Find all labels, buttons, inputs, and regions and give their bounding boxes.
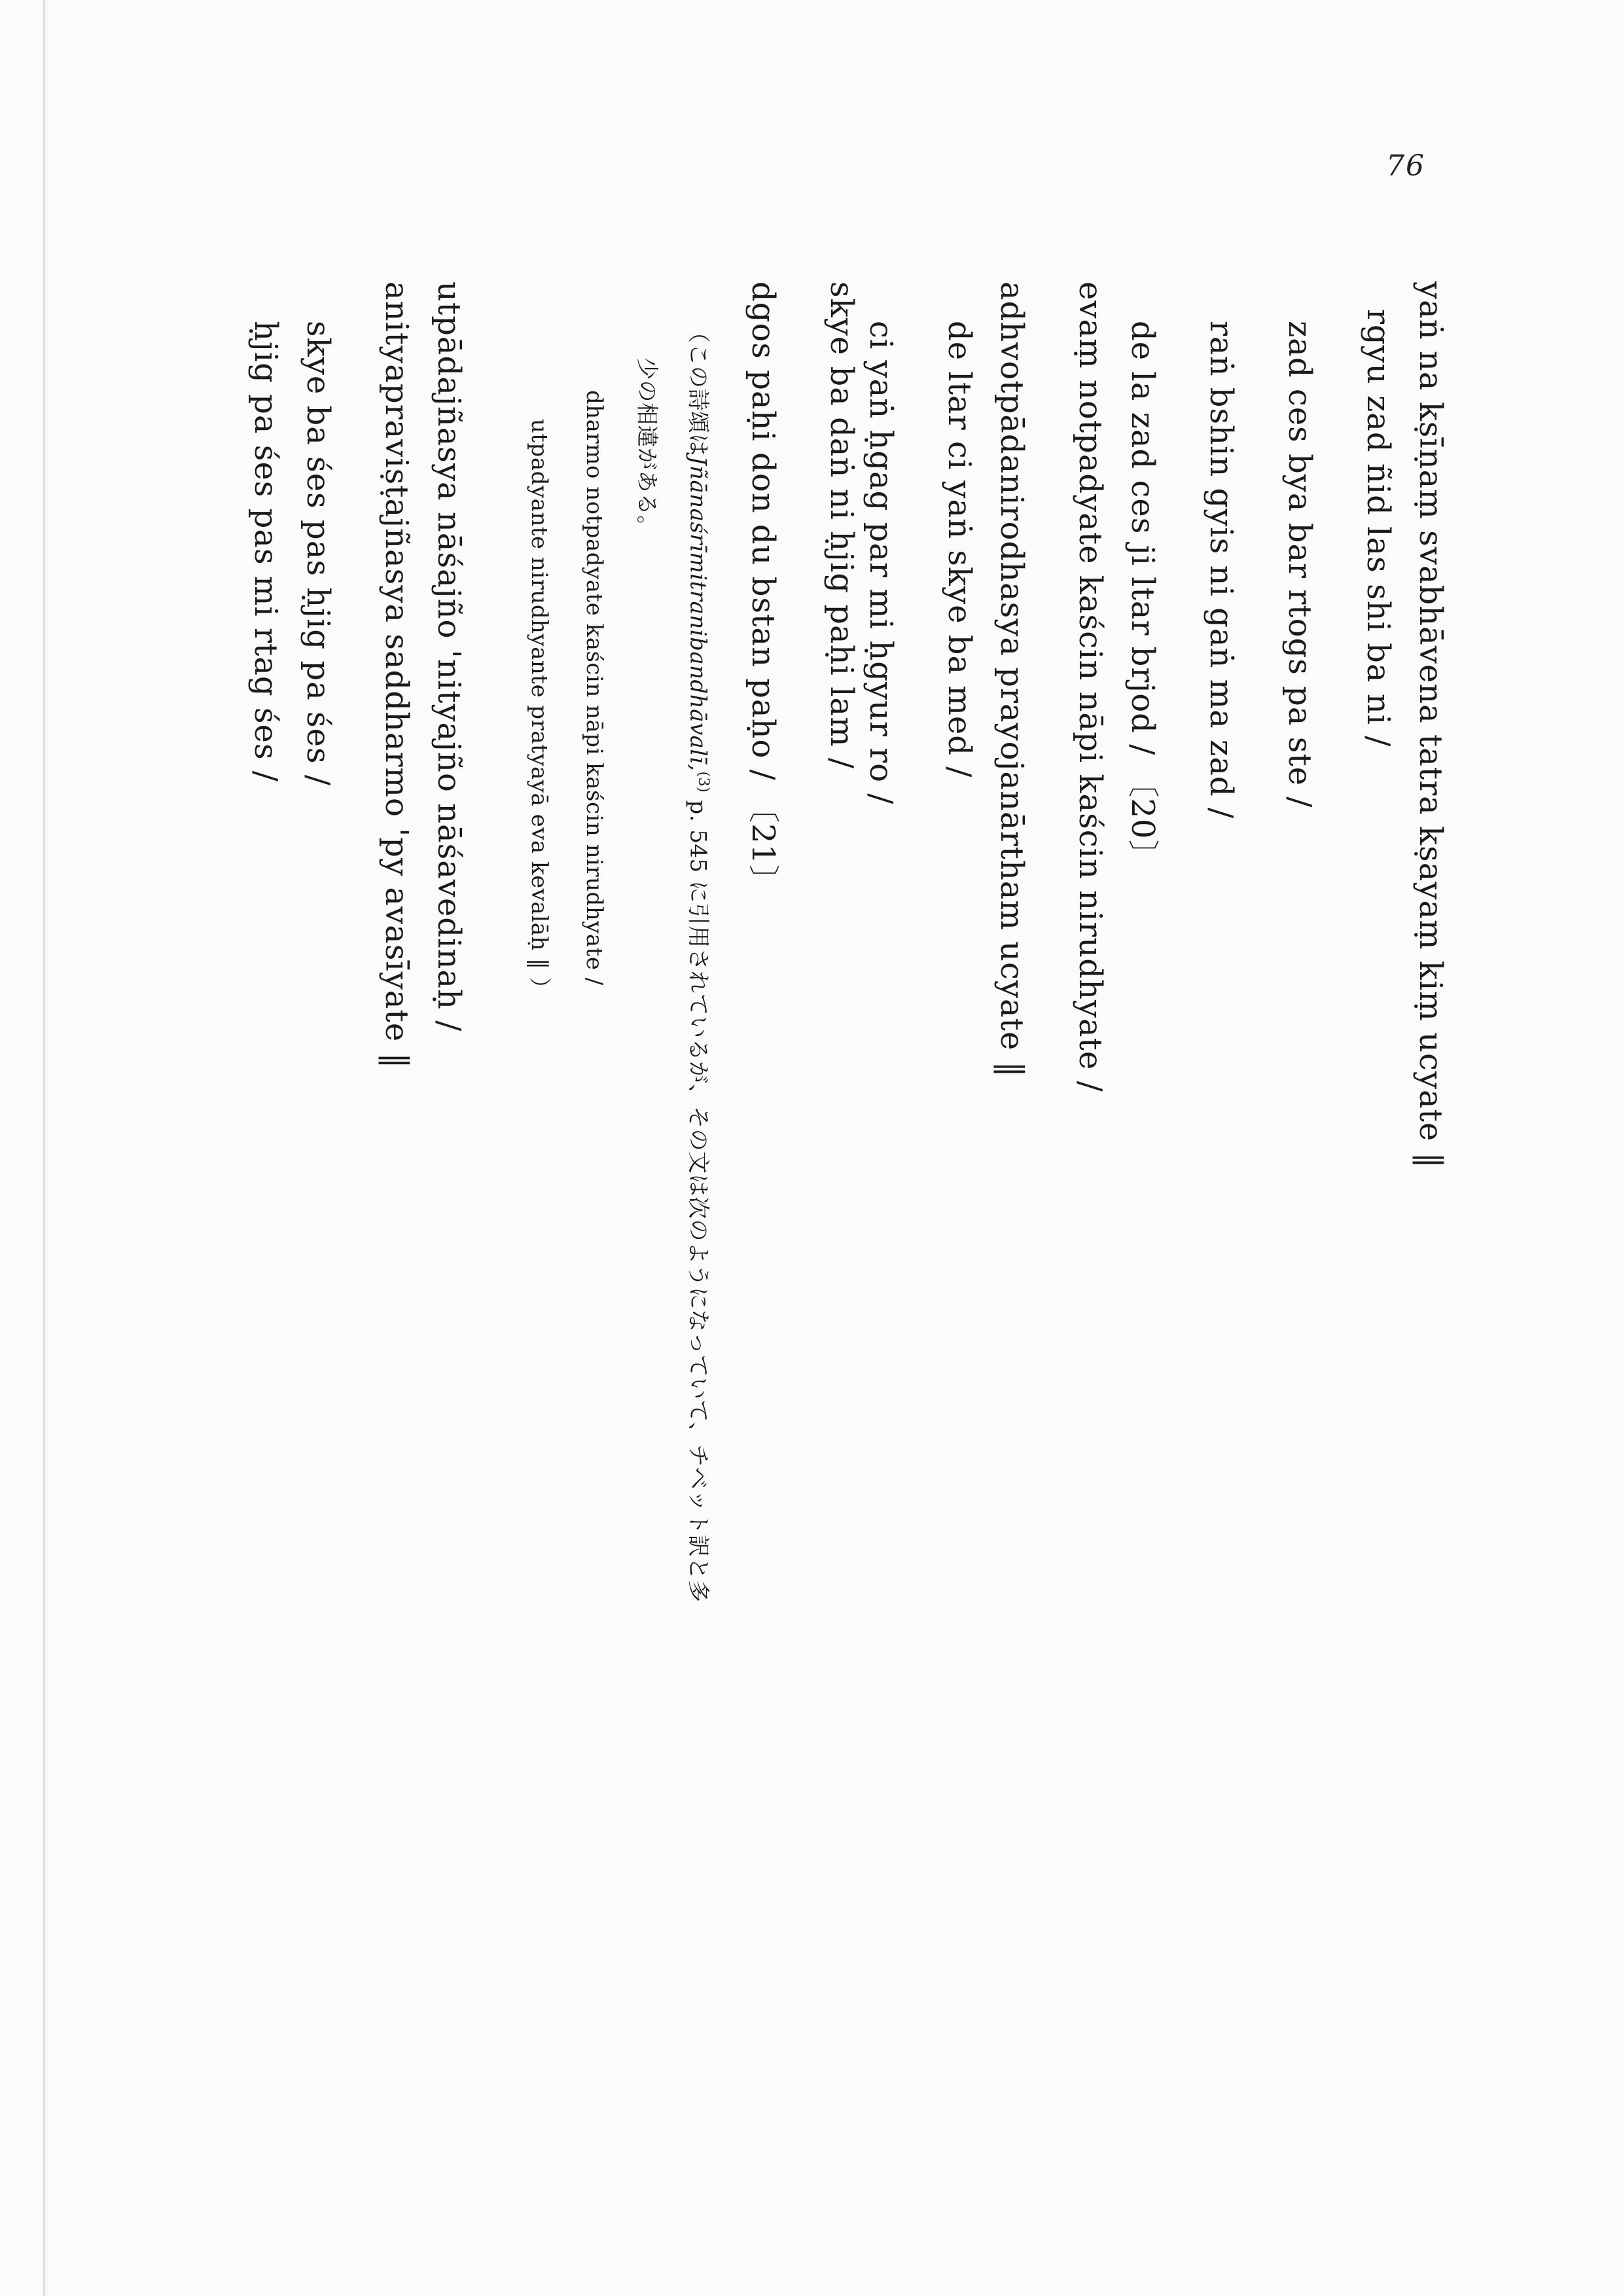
verse-line: adhvotpādanirodhasya prayojanārtham ucyate ‖ [993,281,1030,1078]
verse-line: dgos paḥi don du bstan paḥo / 〔21〕 [745,281,781,897]
note-verse-line: dharmo notpadyate kaścin nāpi kaścin nirudhyate / [581,390,607,986]
page-number: 76 [1386,149,1425,183]
note-line [684,321,717,1602]
verse-line: utpādajñasya nāśajño 'nityajño nāśavedinaḥ / [431,281,467,1032]
note-verse-line: utpadyante nirudhyante pratyayā eva kevalāḥ ‖ ） [526,419,552,1000]
verse-line: raṅ bshin gyis ni gaṅ ma zad / [1203,321,1240,819]
verse-line: ḥjig pa śes pas mi rtag śes / [247,321,284,782]
verse-line: yaṅ na kṣīṇaṃ svabhāvena tatra kṣayaṃ kiṃ ucyate ‖ [1412,281,1449,1169]
verse-line: zad ces bya bar rtogs pa ste / [1281,321,1318,808]
note-prefix: （この詩頌は [685,321,711,456]
note-cited-title: Jñānaśrīmitranibandhāvalī, [685,456,711,772]
verse-line: skye ba śes pas ḥjig pa śes / [300,321,336,787]
verse-line: de la zad ces ji ltar brjod / 〔20〕 [1124,321,1161,872]
verse-line: anityapraviṣṭajñasya saddharmo 'py avasīyate ‖ [378,281,415,1069]
verse-line: ci yaṅ ḥgag par mi ḥgyur ro / [863,321,899,805]
page-binding-edge [43,0,46,2296]
verse-line: rgyu zad ñid las shi ba ni / [1360,309,1397,747]
note-rest: p. 545 に引用されているが、その文は次のようになっていて、チベット訳と多 [685,793,711,1603]
verse-line: evaṃ notpadyate kaścin nāpi kaścin nirudhyate / [1072,281,1109,1092]
verse-line: de ltar ci yaṅ skye ba med / [941,321,978,778]
verse-line: skye ba daṅ ni ḥjig paḥi lam / [823,281,860,770]
note-footnote-mark: (3) [695,771,711,793]
note-line-2: 少の相違がある。 [633,357,660,538]
